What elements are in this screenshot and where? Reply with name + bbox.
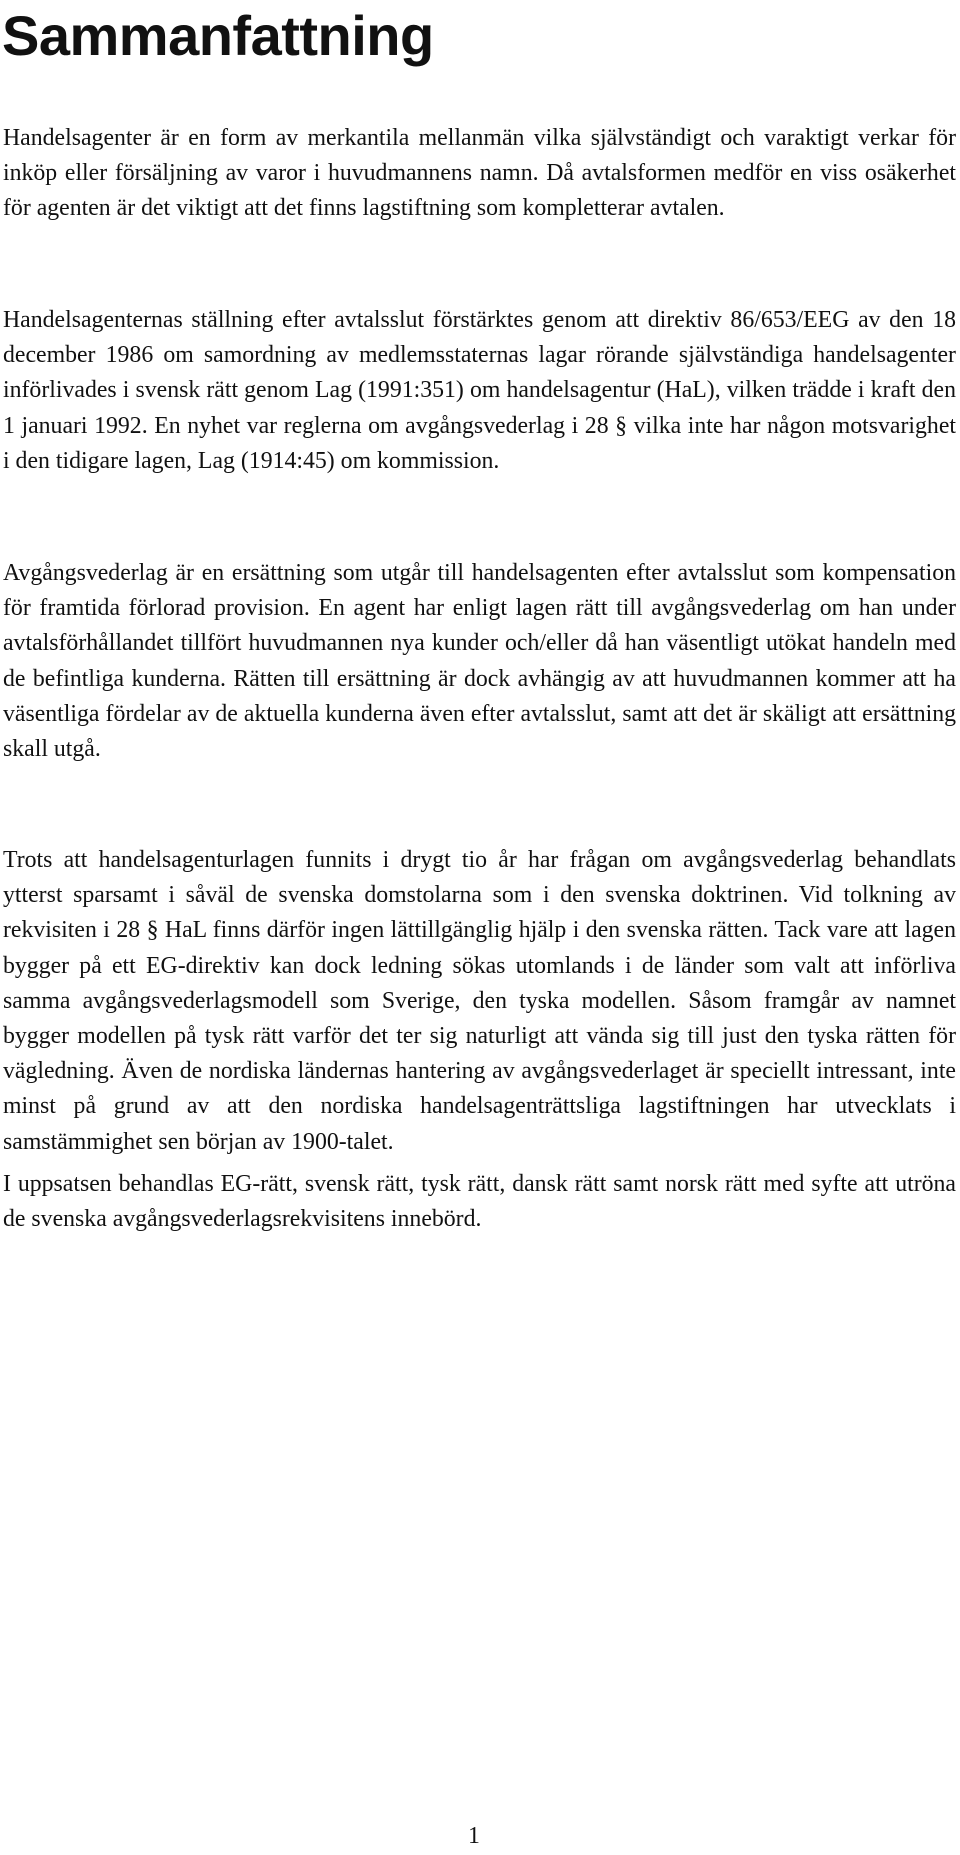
summary-paragraph-3: Avgångsvederlag är en ersättning som utgår till handelsagenten efter avtalsslut som kompensation för framtida förlorad provision. En agent har enligt lagen rätt till avgångsvederlag om han under avtalsförhållandet tillfört huvudmannen nya kunder och/eller då han väsentligt utökat handeln med de befintliga kunderna. Rätten till ersättning är dock avhängig av att huvudmannen kommer att ha väsentliga fördelar av de aktuella kunderna även efter avtalsslut, samt att det är skäligt att ersättning skall utgå.	[3, 560, 956, 763]
page-title: Sammanfattning	[2, 4, 434, 67]
summary-paragraph-1: Handelsagenter är en form av merkantila mellanmän vilka självständigt och varaktigt verkar för inköp eller försäljning av varor i huvudmannens namn. Då avtalsformen medför en viss osäkerhet för agenten är det viktigt att det finns lagstiftning som kompletterar avtalen.	[3, 125, 956, 222]
summary-paragraph-4: Trots att handelsagenturlagen funnits i drygt tio år har frågan om avgångsvederlag behandlats ytterst sparsamt i såväl de svenska domstolarna som i den svenska doktrinen. Vid tolkning av rekvisiten i 28 § HaL finns därför ingen lättillgänglig hjälp i den svenska rätten. Tack vare att lagen bygger på ett EG-direktiv kan dock ledning sökas utomlands i de länder som valt att införliva samma avgångsvederlagsmodell som Sverige, den tyska modellen. Såsom framgår av namnet bygger modellen på tysk rätt varför det ter sig naturligt att vända sig till just den tyska rätten för vägledning. Även de nordiska ländernas hantering av avgångsvederlaget är speciellt intressant, inte minst på grund av att den nordiska handelsagenträttsliga lagstiftningen har utvecklats i samstämmighet sen början av 1900-talet.	[3, 847, 956, 1155]
page-number: 1	[468, 1823, 480, 1849]
summary-paragraph-2: Handelsagenternas ställning efter avtalsslut förstärktes genom att direktiv 86/653/EEG av den 18 december 1986 om samordning av medlemsstaternas lagar rörande självständiga handelsagenter införlivades i svensk rätt genom Lag (1991:351) om handelsagentur (HaL), vilken trädde i kraft den 1 januari 1992. En nyhet var reglerna om avgångsvederlag i 28 § vilka inte har någon motsvarighet i den tidigare lagen, Lag (1914:45) om kommission.	[3, 307, 956, 474]
summary-paragraph-5: I uppsatsen behandlas EG-rätt, svensk rätt, tysk rätt, dansk rätt samt norsk rätt med syfte att utröna de svenska avgångsvederlagsrekvisitens innebörd.	[3, 1171, 956, 1233]
